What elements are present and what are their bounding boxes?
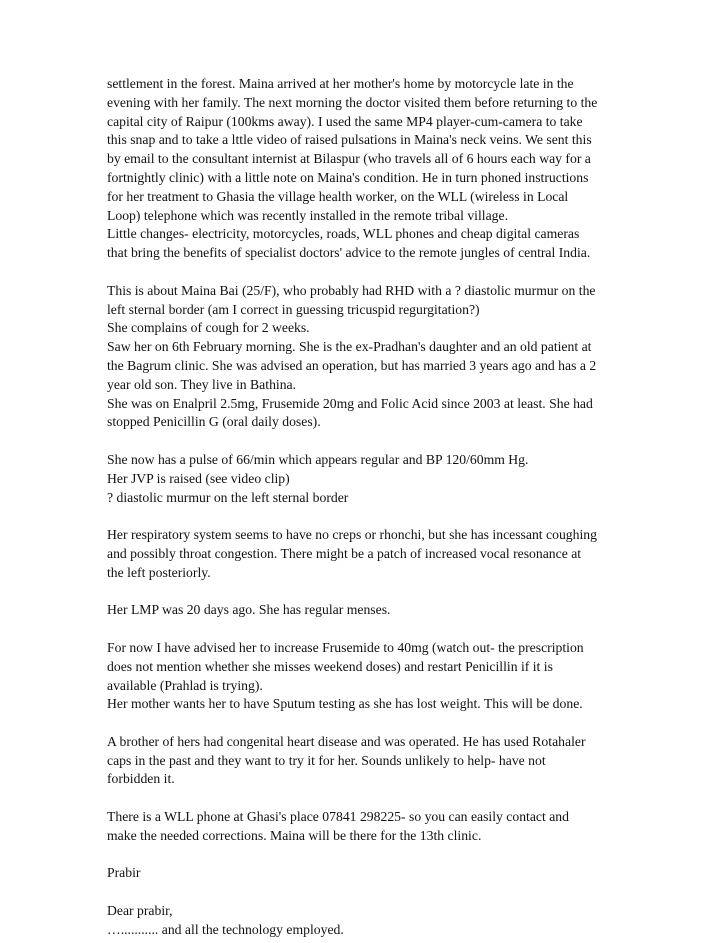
text-line: A brother of hers had congenital heart disease and was operated. He has used Rotahaler — [107, 733, 586, 749]
paragraph-gap — [107, 263, 627, 282]
signature-name: Prabir — [107, 865, 141, 881]
paragraph-family-history — [107, 733, 627, 789]
text-line: forbidden it. — [107, 771, 175, 787]
text-line: For now I have advised her to increase Frusemide to 40mg (watch out- the prescription — [107, 639, 584, 655]
text-line: and possibly throat congestion. There might be a patch of increased vocal resonance at — [107, 545, 582, 561]
paragraph-contact — [107, 808, 627, 846]
paragraph-gap — [107, 583, 627, 602]
paragraph-story — [107, 75, 627, 263]
text-line: capital city of Raipur (100kms away). I used the same MP4 player-cum-camera to take — [107, 113, 583, 129]
text-line: the Bagrum clinic. She was advised an operation, but has married 3 years ago and has a 2 — [107, 357, 597, 373]
text-line: …........... and all the technology employed. — [107, 921, 344, 937]
text-line: fortnightly clinic) with a little note on Maina's condition. He in turn phoned instructions — [107, 169, 589, 185]
text-line: settlement in the forest. Maina arrived at her mother's home by motorcycle late in the — [107, 76, 574, 91]
paragraph-gap — [107, 432, 627, 451]
text-line: ? diastolic murmur on the left sternal border — [107, 489, 349, 505]
paragraph-gap — [107, 507, 627, 526]
text-line: She was on Enalpril 2.5mg, Frusemide 20mg and Folic Acid since 2003 at least. She had — [107, 395, 593, 411]
text-line: this snap and to take a lttle video of raised pulsations in Maina's neck veins. We sent this — [107, 132, 592, 148]
text-line: does not mention whether she misses weekend doses) and restart Penicillin if it is — [107, 658, 553, 674]
text-line: that bring the benefits of specialist doctors' advice to the remote jungles of central India. — [107, 245, 591, 261]
paragraph-gap — [107, 846, 627, 865]
text-line: by email to the consultant internist at Bilaspur (who travels all of 6 hours each way for a — [107, 151, 591, 167]
text-line: She complains of cough for 2 weeks. — [107, 320, 310, 336]
signature — [107, 864, 627, 883]
paragraph-gap — [107, 789, 627, 808]
text-line: for her treatment to Ghasia the village health worker, on the WLL (wireless in Local — [107, 188, 569, 204]
text-line: caps in the past and they want to try it for her. Sounds unlikely to help- have not — [107, 752, 546, 768]
paragraph-advice — [107, 639, 627, 714]
text-line: evening with her family. The next morning the doctor visited them before returning to the — [107, 94, 598, 110]
text-line: left sternal border (am I correct in guessing tricuspid regurgitation?) — [107, 301, 480, 317]
text-line: year old son. They live in Bathina. — [107, 376, 297, 392]
text-line: Her LMP was 20 days ago. She has regular menses. — [107, 602, 391, 618]
paragraph-lmp — [107, 601, 627, 620]
paragraph-reply — [107, 902, 627, 940]
text-line: Little changes- electricity, motorcycles, roads, WLL phones and cheap digital cameras — [107, 226, 580, 242]
text-line: Her mother wants her to have Sputum testing as she has lost weight. This will be done. — [107, 696, 583, 712]
paragraph-history — [107, 282, 627, 432]
text-line: available (Prahlad is trying). — [107, 677, 263, 693]
text-line: She now has a pulse of 66/min which appears regular and BP 120/60mm Hg. — [107, 451, 529, 467]
text-line: stopped Penicillin G (oral daily doses). — [107, 414, 321, 430]
paragraph-respiratory — [107, 526, 627, 582]
text-line: Her respiratory system seems to have no creps or rhonchi, but she has incessant coughing — [107, 527, 597, 543]
text-line: This is about Maina Bai (25/F), who probably had RHD with a ? diastolic murmur on the — [107, 282, 596, 298]
text-line: make the needed corrections. Maina will be there for the 13th clinic. — [107, 827, 482, 843]
text-line: Loop) telephone which was recently installed in the remote tribal village. — [107, 207, 508, 223]
text-line: the left posteriorly. — [107, 564, 211, 580]
text-line: Saw her on 6th February morning. She is the ex-Pradhan's daughter and an old patient at — [107, 339, 592, 355]
text-line: Her JVP is raised (see video clip) — [107, 470, 290, 486]
document-body — [107, 75, 627, 940]
paragraph-gap — [107, 620, 627, 639]
paragraph-gap — [107, 714, 627, 733]
text-line: Dear prabir, — [107, 903, 173, 919]
paragraph-examination — [107, 451, 627, 507]
paragraph-gap — [107, 883, 627, 902]
text-line: There is a WLL phone at Ghasi's place 07841 298225- so you can easily contact and — [107, 809, 569, 825]
